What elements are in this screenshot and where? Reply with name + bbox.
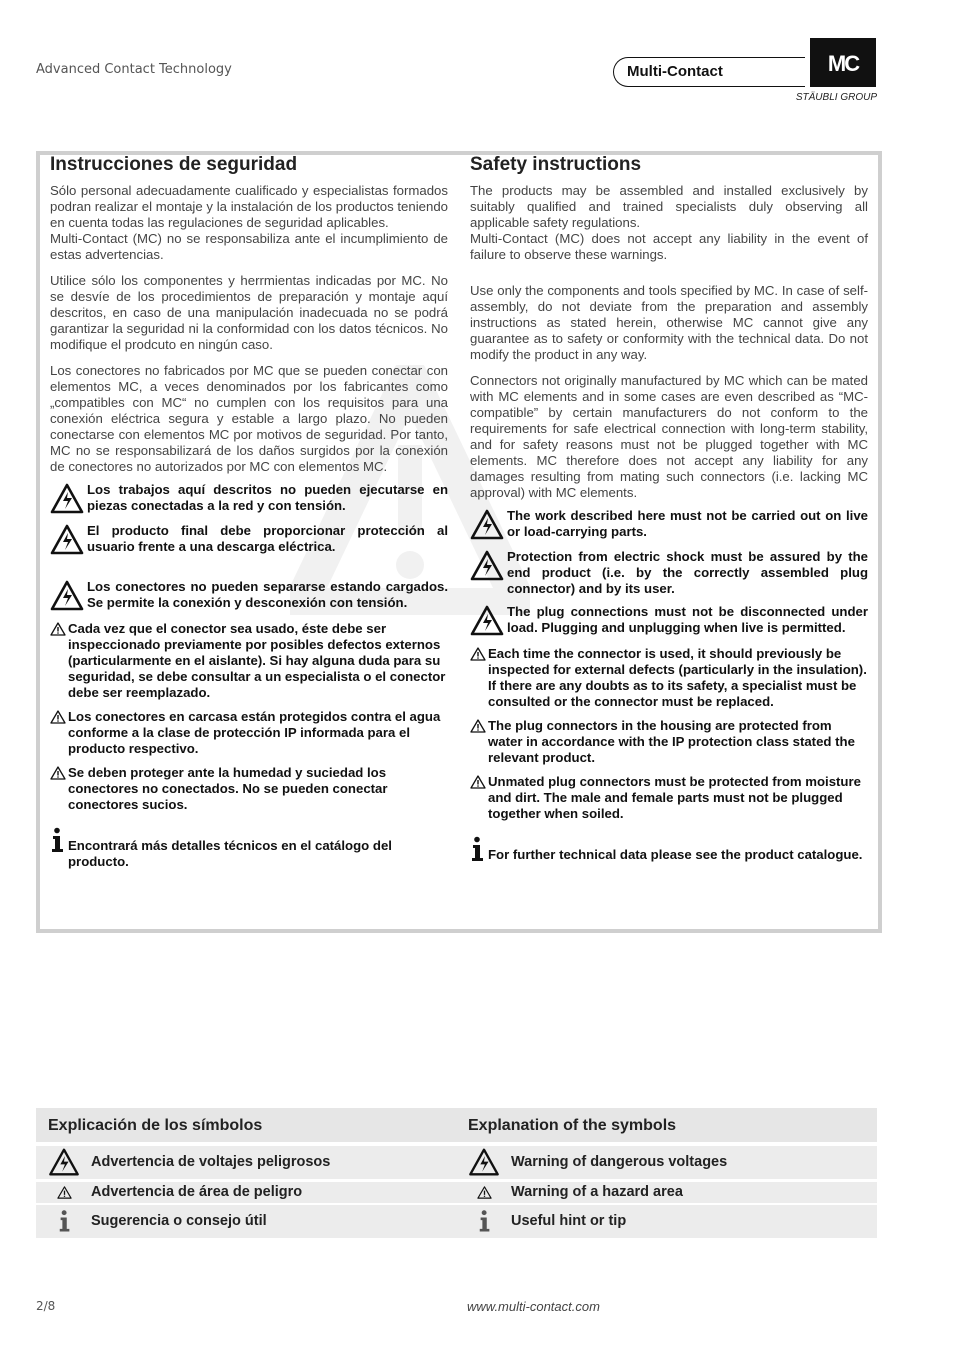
high-voltage-warning-icon xyxy=(470,604,504,638)
hazard-warning-icon xyxy=(50,765,66,781)
es-voltage-warning-3: Los conectores no pueden separarse estando cargados. Se permite la conexión y desconexión con tensión. xyxy=(50,579,448,613)
high-voltage-warning-icon xyxy=(50,523,84,557)
en-hazard-2: The plug connectors in the housing are protected from water in accordance with the IP protection class stated the relevant product. xyxy=(470,718,868,766)
es-paragraph-1: Sólo personal adecuadamente cualificado y especialistas formados podran realizar el montaje y la instalación de los productos teniendo en cuenta todas las regulaciones de seguridad aplicables. xyxy=(50,183,448,230)
es-paragraph-3: Utilice sólo los componentes y herrmientas indicadas por MC. No se desvíe de los procedimientos de preparación y montaje aquí descritos, en caso de una manipulación inadecuada no se podrá garantizar la seguridad ni la conformidad con los datos técnicos. No modifique el prodcuto en ningún caso. xyxy=(50,273,448,352)
high-voltage-warning-icon xyxy=(467,1147,501,1178)
info-icon xyxy=(478,1208,492,1234)
en-voltage-warning-1: The work described here must not be carried out on live or load-carrying parts. xyxy=(470,508,868,542)
symbol-legend xyxy=(36,1108,877,1238)
es-hazard-1: Cada vez que el conector sea usado, éste debe ser inspeccionado previamente por posibles defectos externos (particularmente en el aislante). Si hay alguna duda para su seguridad, se debe consultar a un especialista o el conector debe ser reemplazado. xyxy=(50,621,448,701)
info-icon xyxy=(470,836,486,862)
mc-logo: MC xyxy=(810,38,876,87)
header-tagline: Advanced Contact Technology xyxy=(36,62,232,77)
page-number: 2/8 xyxy=(36,1299,56,1313)
hazard-warning-icon xyxy=(50,709,66,725)
info-icon xyxy=(50,827,66,853)
en-voltage-warning-2: Protection from electric shock must be assured by the end product (i.e. by the correctly assembled plug connector) and by its user. xyxy=(470,549,868,597)
en-paragraph-1: The products may be assembled and installed exclusively by suitably qualified and trained specialists duly observing all applicable safety regulations. xyxy=(470,183,868,230)
info-icon xyxy=(58,1208,72,1234)
es-hazard-3: Se deben proteger ante la humedad y suciedad los conectores no conectados. No se pueden conectar conectores sucios. xyxy=(50,765,448,813)
legend-es-voltage: Advertencia de voltajes peligrosos xyxy=(91,1154,331,1170)
group-name: STÄUBLI GROUP xyxy=(795,92,877,103)
es-hazard-2: Los conectores en carcasa están protegidos contra el agua conforme a la clase de protección IP informada para el producto respectivo. xyxy=(50,709,448,757)
es-voltage-warning-1: Los trabajos aquí descritos no pueden ejecutarse en piezas conectadas a la red y con tensión. xyxy=(50,482,448,516)
en-title: Safety instructions xyxy=(470,154,642,175)
high-voltage-warning-icon xyxy=(50,579,84,613)
es-info-hint: Encontrará más detalles técnicos en el catálogo del producto. xyxy=(50,827,448,870)
es-title: Instrucciones de seguridad xyxy=(50,154,298,175)
hazard-warning-icon xyxy=(57,1185,72,1200)
en-paragraph-3: Use only the components and tools specified by MC. In case of self-assembly, do not deviate from the preparation and assembly instructions as stated herein, otherwise MC cannot give any guarantee as to safety or conformity with the technical data. Do not modify the product in any way. xyxy=(470,283,868,362)
hazard-warning-icon xyxy=(470,774,486,790)
website-url: www.multi-contact.com xyxy=(467,1299,600,1314)
english-column xyxy=(470,154,868,863)
hazard-warning-icon xyxy=(470,718,486,734)
en-hazard-1: Each time the connector is used, it should previously be inspected for external defects (particularly in the insulation). If there are any doubts as to its safety, a specialist must be consulted or the connector must be replaced. xyxy=(470,646,868,710)
high-voltage-warning-icon xyxy=(47,1147,81,1178)
en-voltage-warning-3: The plug connections must not be disconnected under load. Plugging and unplugging when live is permitted. xyxy=(470,604,868,638)
brand-name: Multi-Contact xyxy=(613,57,805,87)
en-hazard-3: Unmated plug connectors must be protected from moisture and dirt. The male and female parts must not be plugged together when soiled. xyxy=(470,774,868,822)
en-paragraph-4: Connectors not originally manufactured by MC which can be mated with MC elements and in some cases are even described as “MC-compatible” by certain manufacturers do not conform to the requirements for safe electrical connection with long-term stability, and for safety reasons must not be plugged together with MC elements. MC therefore does not accept any liability for any damages resulting from mating such connectors (i.e. lacking MC approval) with MC elements. xyxy=(470,373,868,500)
es-voltage-warning-2: El producto final debe proporcionar protección al usuario frente a una descarga eléctrica. xyxy=(50,523,448,557)
legend-en-hazard: Warning of a hazard area xyxy=(511,1184,683,1200)
legend-title-en: Explanation of the symbols xyxy=(468,1117,677,1134)
high-voltage-warning-icon xyxy=(470,549,504,583)
hazard-warning-icon xyxy=(470,646,486,662)
high-voltage-warning-icon xyxy=(470,508,504,542)
es-paragraph-2: Multi-Contact (MC) no se responsabiliza ante el incumplimiento de estas advertencias. xyxy=(50,231,448,262)
spanish-column xyxy=(50,154,448,870)
legend-es-hint: Sugerencia o consejo útil xyxy=(91,1213,267,1229)
hazard-warning-icon xyxy=(477,1185,492,1200)
en-info-hint: For further technical data please see the product catalogue. xyxy=(470,836,868,863)
legend-title-es: Explicación de los símbolos xyxy=(48,1117,263,1134)
legend-es-hazard: Advertencia de área de peligro xyxy=(91,1184,303,1200)
hazard-warning-icon xyxy=(50,621,66,637)
legend-en-voltage: Warning of dangerous voltages xyxy=(511,1154,728,1170)
en-paragraph-2: Multi-Contact (MC) does not accept any liability in the event of failure to observe these warnings. xyxy=(470,231,868,262)
high-voltage-warning-icon xyxy=(50,482,84,516)
legend-en-hint: Useful hint or tip xyxy=(511,1213,627,1229)
es-paragraph-4: Los conectores no fabricados por MC que se pueden conectar con elementos MC, a veces denominados por los fabricantes como „compatibles con MC“ no cumplen con los requisitos para una conexión eléctrica segura y estable a largo plazo. No pueden conectarse con elementos MC por motivos de seguridad. Por tanto, MC no se responsabilizará de los daños surgidos por la conexión de conectores no autorizados por MC con elementos MC. xyxy=(50,363,448,474)
